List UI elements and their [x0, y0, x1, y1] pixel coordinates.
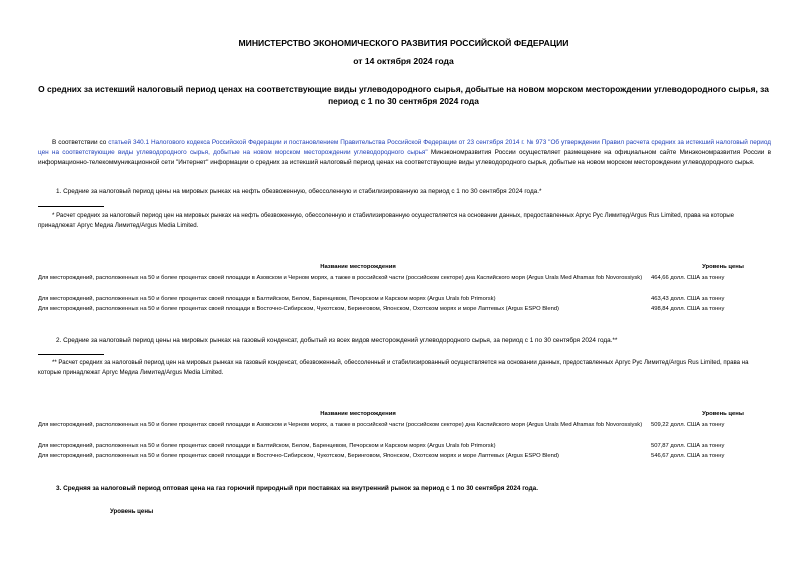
intro-prefix: В соответствии со — [52, 139, 109, 146]
table-row: Для месторождений, расположенных на 50 и более процентах своей площади в Азовском и Черном морях, а также в российской части (российском секторе) дна Каспийского моря (Argus Urals Med Aframax fob Novorossiysk) — [38, 422, 643, 428]
price-cell: 546,67 долл. США за тонну — [651, 453, 725, 459]
table-row: Для месторождений, расположенных на 50 и более процентах своей площади в Восточно-Сибирском, Чукотском, Беринговом, Японском, Охотском морях и море Лаптевых (Argus ESPO Blend) — [38, 306, 559, 312]
section-3-heading: 3. Средняя за налоговый период оптовая цена на газ горючий природный при поставках на внутренний рынок за период с 1 по 30 сентября 2024 года. — [56, 485, 538, 492]
table-row: Для месторождений, расположенных на 50 и более процентах своей площади в Балтийском, Белом, Баренцевом, Печорском и Карском морях (Argus Urals fob Primorsk) — [38, 443, 496, 449]
intro-paragraph — [38, 138, 771, 169]
price-cell: 463,43 долл. США за тонну — [651, 296, 725, 302]
price-cell: 464,66 долл. США за тонну — [651, 275, 725, 281]
price-cell: 498,84 долл. США за тонну — [651, 306, 725, 312]
law-reference-link[interactable]: статьей 340.1 Налогового кодекса Российской Федерации и постановлением Правительства Российской Федерации от 23 сентября 2014 г. № 973 "Об утверждении Правил расчета средних за истекший налоговый период цен на соответствующие виды углеводородного сырья, добытые на новом морском месторождении углеводородного сырья" — [38, 139, 772, 157]
table-row: Для месторождений, расположенных на 50 и более процентах своей площади в Азовском и Черном морях, а также в российской части (российском секторе) дна Каспийского моря (Argus Urals Med Aframax fob Novorossiysk) — [38, 275, 643, 281]
section-2-heading: 2. Средние за налоговый период цены на мировых рынках на газовый конденсат, добытый из всех видов месторождений углеводородного сырья, за период с 1 по 30 сентября 2024 года.** — [56, 337, 618, 344]
document-title: О средних за истекший налоговый период ценах на соответствующие виды углеводородного сырья, добытые на новом морском месторождении углеводородного сырья, за период с 1 по 30 сентября 2024 года — [38, 84, 769, 106]
section-1-footnote: * Расчет средних за налоговый период цен на мировых рынках на нефть обезвоженную, обессоленную и стабилизированную осуществляется на основании данных, предоставленных Аргус Рус Лимитед/Argus Rus Limited, права на которые принадлежат Аргус Медиа Лимитед/Argus Media Limited. — [38, 212, 735, 229]
section-1-heading: 1. Средние за налоговый период цены на мировых рынках на нефть обезвоженную, обессоленную и стабилизированную за период с 1 по 30 сентября 2024 года.* — [56, 188, 542, 195]
section-3-price-label: Уровень цены — [110, 508, 154, 515]
section-1-column-price: Уровень цены — [702, 264, 744, 270]
footnote-divider — [38, 354, 104, 355]
footnote-divider — [38, 206, 104, 207]
section-2-column-name: Название месторождения — [320, 411, 396, 417]
table-row: Для месторождений, расположенных на 50 и более процентах своей площади в Балтийском, Белом, Баренцевом, Печорском и Карском морях (Argus Urals fob Primorsk) — [38, 296, 496, 302]
ministry-name: МИНИСТЕРСТВО ЭКОНОМИЧЕСКОГО РАЗВИТИЯ РОССИЙСКОЙ ФЕДЕРАЦИИ — [238, 38, 569, 48]
section-2-column-price: Уровень цены — [702, 411, 744, 417]
price-cell: 509,22 долл. США за тонну — [651, 422, 725, 428]
price-cell: 507,87 долл. США за тонну — [651, 443, 725, 449]
intro-suffix: Минэкономразвития России осуществляет размещение на официальном сайте Минэкономразвития России в информационно-телекоммуникационной сети "Интернет" информации о средних за истекший налоговый период ценах на соответствующие виды углеводородного сырья, добытые на новом морском месторождении углеводородного сырья. — [38, 149, 772, 167]
table-row: Для месторождений, расположенных на 50 и более процентах своей площади в Восточно-Сибирском, Чукотском, Беринговом, Японском, Охотском морях и море Лаптевых (Argus ESPO Blend) — [38, 453, 559, 459]
section-1-column-name: Название месторождения — [320, 264, 396, 270]
section-2-footnote: ** Расчет средних за налоговый период цен на мировых рынках на газовый конденсат, обезвоженный, обессоленный и стабилизированный осуществляется на основании данных, предоставленных Аргус Рус Лимитед/Argus Rus Limited, права на которые принадлежат Аргус Медиа Лимитед/Argus Media Limited. — [38, 359, 749, 376]
document-date: от 14 октября 2024 года — [353, 56, 454, 66]
